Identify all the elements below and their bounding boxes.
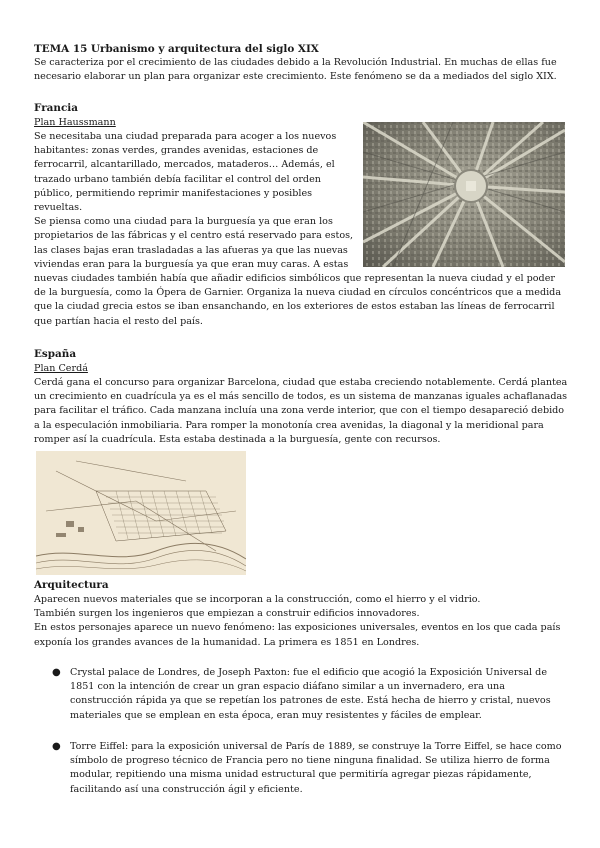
bullet-icon: ● [52,741,61,752]
subheading-plan-cerda: Plan Cerdá [34,363,88,374]
section-heading-francia: Francia [34,102,78,114]
paris-aerial-photo [363,122,565,267]
arquitectura-paragraph: Aparecen nuevos materiales que se incorporan a la construcción, como el hierro y el vidrio. También surgen los ingenieros que empiezan a construir edificios innovadores. En estos personajes aparece un nuevo fenómeno: las exposiciones universales, eventos en los que cada país exponía los grandes avances de la humanidad. La primera es 1851 en Londres. [34,594,561,648]
francia-paragraph-wrapped: Se necesitaba una ciudad preparada para acoger a los nuevos habitantes: zonas verdes, grandes avenidas, estaciones de ferrocarril, alcantarillado, mercados, mataderos… Además, el trazado urbano también debía facilitar el control del orden público, permitiendo reprimir manifestaciones y posibles revueltas. Se piensa como una ciudad para la burguesía ya que eran los propietarios de las fábricas y el centro está reservado para estos, las clases bajas eran trasladadas a las afueras ya que las nuevas viviendas eran para la burguesía ya que eran muy caras. A estas [34,131,354,270]
list-item: ● Crystal palace de Londres, de Joseph Paxton: fue el edificio que acogió la Exposición Universal de 1851 con la intención de crear un gran espacio diáfano similar a un invernadero, era una construcción rápida ya que se repetían los patrones de este. Está hecha de hierro y cristal, nuevos materiales que se emplean en esta época, eran muy resistentes y fáciles de emplear. [52,667,551,721]
list-item: ● Torre Eiffel: para la exposición universal de París de 1889, se construye la Torre Eiffel, se hace como símbolo de progreso técnico de Francia pero no tiene ninguna finalidad. Se utiliza hierro de forma modular, repitiendo una misma unidad estructural que permitiría agregar piezas rápidamente, facilitando así una construcción ágil y eficiente. [52,741,562,795]
bullet-icon: ● [52,667,61,678]
francia-paragraph-full: nuevas ciudades también había que añadir edificios simbólicos que representan la nueva ciudad y el poder de la burguesía, como la Ópera de Garnier. Organiza la nueva ciudad en círculos concéntricos que a medida que la ciudad grecia estos se iban ensanchando, en los exteriores de estos estaban las líneas de ferrocarril que partían hacia el resto del país. [34,273,562,327]
document-title: TEMA 15 Urbanismo y arquitectura del siglo XIX [34,43,319,55]
arquitectura-bullet-list-2 [34,740,570,797]
section-heading-espana: España [34,348,77,360]
section-heading-arquitectura: Arquitectura [34,579,109,591]
espana-paragraph: Cerdá gana el concurso para organizar Barcelona, ciudad que estaba creciendo notablemente. Cerdá plantea un crecimiento en cuadrícula ya es el más sencillo de todos, es un sistema de manzanas iguales achaflanadas para facilitar el tráfico. Cada manzana incluía una zona verde interior, que con el tiempo desapareció debido a la especulación inmobiliaria. Para romper la monotonía crea avenidas, la diagonal y la meridional para romper así la cuadrícula. Esta estaba destinada a la burguesía, gente con recursos. [34,377,568,445]
plan-cerda-map [36,451,246,575]
intro-paragraph: Se caracteriza por el crecimiento de las ciudades debido a la Revolución Industrial. En muchas de ellas fue necesario elaborar un plan para organizar este crecimiento. Este fenómeno se da a mediados del siglo XIX. [34,57,557,83]
arquitectura-bullet-list [34,666,570,723]
subheading-plan-haussmann: Plan Haussmann [34,117,116,128]
